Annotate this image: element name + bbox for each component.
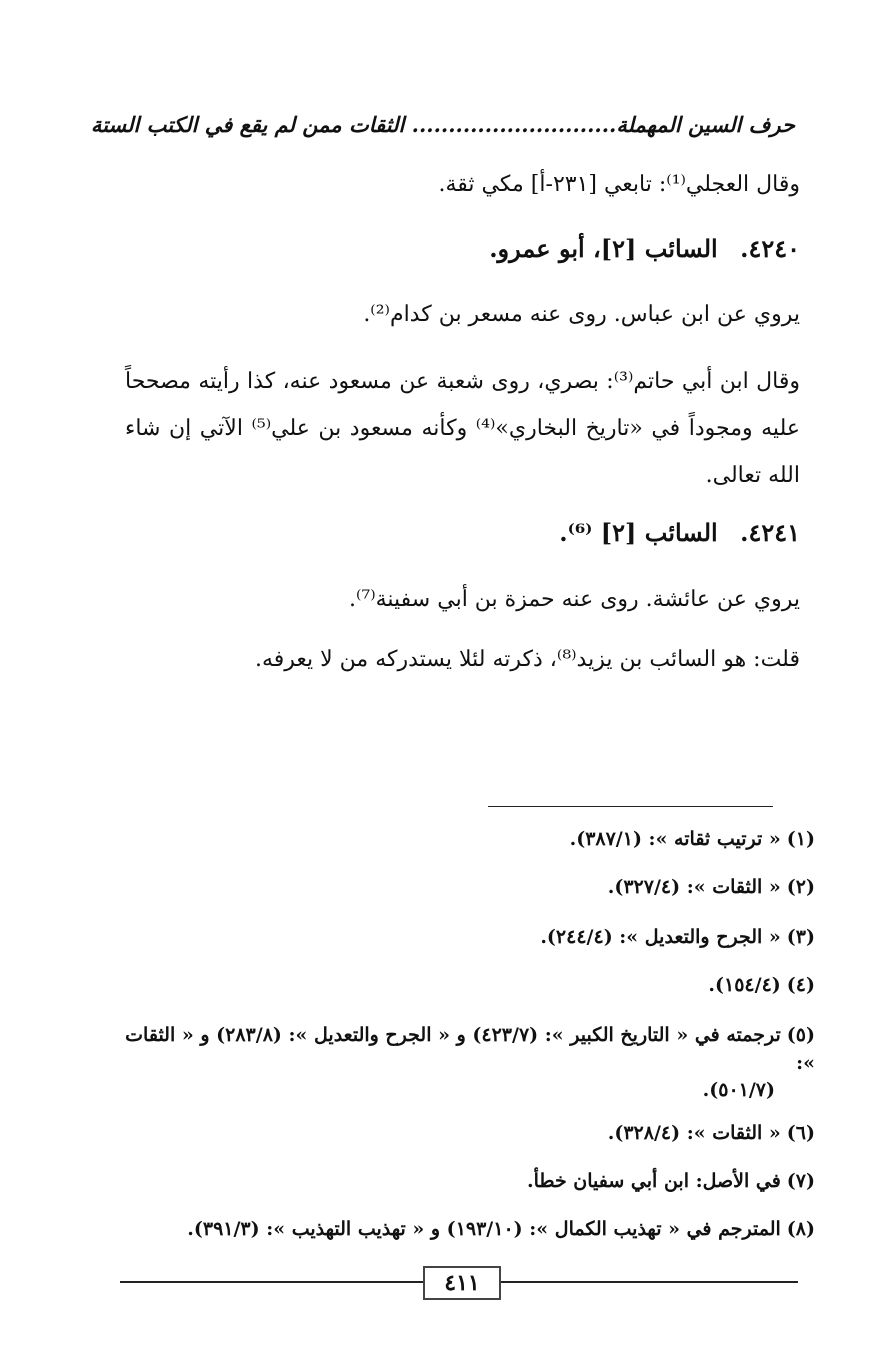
- entry-heading-4241: [559, 518, 800, 547]
- footnote-6: [100, 1120, 815, 1148]
- footnote-marker: (٣): [786, 926, 815, 948]
- footnote-marker: (٨): [786, 1218, 815, 1240]
- footnote-1: [100, 826, 815, 854]
- footnote-2: [100, 874, 815, 902]
- footnote-text: « الثقات »: (٣٢٧/٤).: [607, 876, 781, 898]
- entry-name: السائب [٢] ⁽⁶⁾.: [559, 518, 718, 547]
- footnote-3: [100, 924, 815, 952]
- footnote-marker: (٧): [786, 1170, 815, 1192]
- entry-4241-paragraph-2: قلت: هو السائب بن يزيد⁽⁸⁾، ذكرته لئلا يستدركه من لا يعرفه.: [254, 647, 800, 672]
- footnote-text: في الأصل: ابن أبي سفيان خطأ.: [526, 1170, 781, 1192]
- footnote-marker: (١): [786, 828, 815, 850]
- entry-4240-paragraph-1: يروي عن ابن عباس. روى عنه مسعر بن كدام⁽²⁾.: [363, 302, 800, 327]
- entry-number: ٤٢٤١.: [740, 518, 800, 547]
- running-header: حرف السين المهملة............................ الثقات ممن لم يقع في الكتب الستة: [90, 112, 795, 137]
- footnote-text: « ترتيب ثقاته »: (٣٨٧/١).: [569, 828, 781, 850]
- footnote-text: « الثقات »: (٣٢٨/٤).: [607, 1122, 781, 1144]
- footnote-text: المترجم في « تهذيب الكمال »: (١٩٣/١٠) و « تهذيب التهذيب »: (٣٩١/٣).: [187, 1218, 781, 1240]
- footnote-8: [100, 1216, 815, 1244]
- footnote-marker: (٦): [786, 1122, 815, 1144]
- footnote-text: ترجمته في « التاريخ الكبير »: (٤٢٣/٧) و « الجرح والتعديل »: (٢٨٣/٨) و « الثقات »:: [125, 1024, 815, 1074]
- entry-name: السائب [٢]، أبو عمرو.: [489, 234, 718, 263]
- footnote-marker: (٢): [786, 876, 815, 898]
- footnote-continuation: (٥٠١/٧).: [702, 1079, 775, 1102]
- entry-4240-paragraph-2: وقال ابن أبي حاتم⁽³⁾: بصري، روى شعبة عن مسعود عنه، كذا رأيته مصححاً عليه ومجوداً في «تاريخ البخاري»⁽⁴⁾ وكأنه مسعود بن علي⁽⁵⁾ الآتي إن شاء الله تعالى.: [125, 369, 800, 488]
- footnote-marker: (٤): [786, 974, 815, 996]
- footnote-marker: (٥): [786, 1024, 815, 1046]
- entry-number: ٤٢٤٠.: [740, 234, 800, 263]
- footnote-7: [100, 1168, 815, 1196]
- entry-4241-paragraph-1: يروي عن عائشة. روى عنه حمزة بن أبي سفينة⁽⁷⁾.: [348, 587, 800, 612]
- footnote-5: [100, 1022, 815, 1105]
- footnote-divider: [488, 806, 773, 807]
- page-number: ٤١١: [423, 1266, 501, 1300]
- footnote-text: (١٥٤/٤).: [708, 974, 781, 996]
- entry-heading-4240: [489, 234, 800, 263]
- footnote-text: « الجرح والتعديل »: (٢٤٤/٤).: [540, 926, 781, 948]
- footnote-4: [100, 972, 815, 1000]
- intro-paragraph: وقال العجلي⁽¹⁾: تابعي [٢٣١-أ] مكي ثقة.: [438, 172, 800, 197]
